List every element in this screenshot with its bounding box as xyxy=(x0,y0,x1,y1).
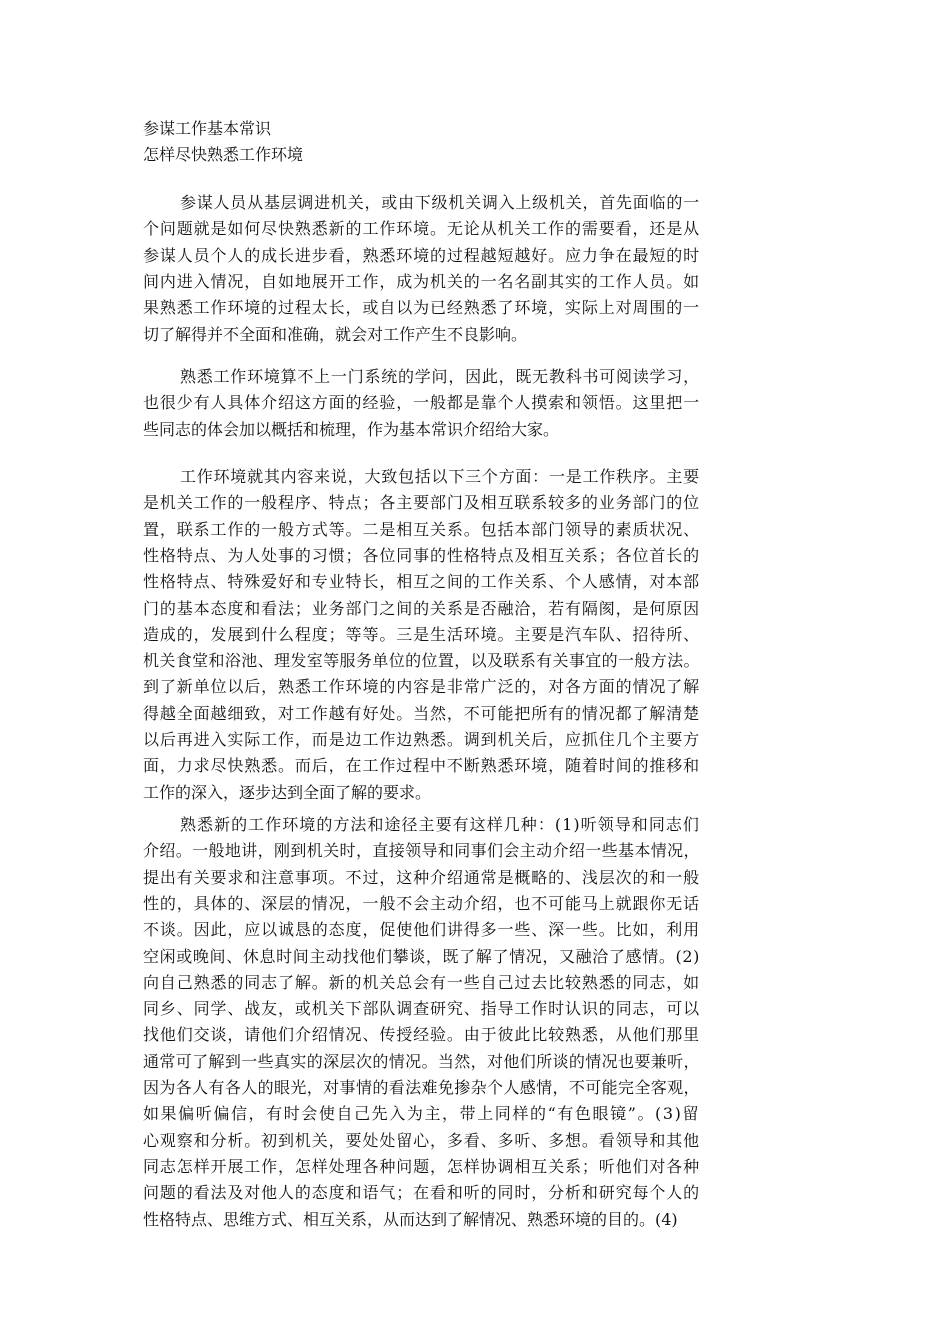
paragraph-line: 是机关工作的一般程序、特点；各主要部门及相互联系较多的业务部门的位 xyxy=(143,493,701,513)
paragraph-line: 果熟悉工作环境的过程太长，或自以为已经熟悉了环境，实际上对周围的一 xyxy=(143,298,701,318)
paragraph-line: 同志怎样开展工作，怎样处理各种问题，怎样协调相互关系；听他们对各种 xyxy=(143,1156,701,1176)
paragraph-line: 向自己熟悉的同志了解。新的机关总会有一些自己过去比较熟悉的同志，如 xyxy=(143,972,701,992)
paragraph-line: 也很少有人具体介绍这方面的经验，一般都是靠个人摸索和领悟。这里把一 xyxy=(143,393,701,413)
paragraph-line: 到了新单位以后，熟悉工作环境的内容是非常广泛的，对各方面的情况了解 xyxy=(143,677,701,697)
paragraph-line: 以后再进入实际工作，而是边工作边熟悉。调到机关后，应抓住几个主要方 xyxy=(143,730,701,749)
paragraph-line: 工作环境就其内容来说，大致包括以下三个方面：一是工作秩序。主要 xyxy=(180,467,700,486)
paragraph-line: 置，联系工作的一般方式等。二是相互关系。包括本部门领导的素质状况、 xyxy=(143,519,701,539)
paragraph-line: 问题的看法及对他人的态度和语气；在看和听的同时，分析和研究每个人的 xyxy=(143,1183,701,1203)
paragraph-line: 得越全面越细致，对工作越有好处。当然，不可能把所有的情况都了解清楚 xyxy=(143,703,701,723)
paragraph-line: 间内进入情况，自如地展开工作，成为机关的一名名副其实的工作人员。如 xyxy=(143,271,701,291)
paragraph-line: 因为各人有各人的眼光，对事情的看法难免掺杂个人感情，不可能完全客观， xyxy=(143,1078,700,1097)
paragraph-line: 性格特点、为人处事的习惯；各位同事的性格特点及相互关系；各位首长的 xyxy=(143,545,701,565)
paragraph-line: 提出有关要求和注意事项。不过，这种介绍通常是概略的、浅层次的和一般 xyxy=(143,867,701,887)
paragraph-line: 个问题就是如何尽快熟悉新的工作环境。无论从机关工作的需要看，还是从 xyxy=(143,219,701,239)
paragraph-line: 心观察和分析。初到机关，要处处留心，多看、多听、多想。看领导和其他 xyxy=(143,1130,701,1150)
paragraph-line: 不谈。因此，应以诚恳的态度，促使他们讲得多一些、深一些。比如，利用 xyxy=(143,920,701,940)
paragraph-line: 工作的深入，逐步达到全面了解的要求。 xyxy=(143,782,432,802)
paragraph-line: 空闲或晚间、休息时间主动找他们攀谈，既了解了情况，又融洽了感情。(2) xyxy=(143,946,701,966)
paragraph-line: 如果偏听偏信，有时会使自己先入为主，带上同样的“有色眼镜”。(3)留 xyxy=(143,1104,701,1124)
paragraph-line: 性格特点、特殊爱好和专业特长，相互之间的工作关系、个人感情，对本部 xyxy=(143,572,701,592)
paragraph-line: 门的基本态度和看法；业务部门之间的关系是否融洽，若有隔阂，是何原因 xyxy=(143,598,701,618)
paragraph-line: 面，力求尽快熟悉。而后，在工作过程中不断熟悉环境，随着时间的推移和 xyxy=(143,756,701,776)
paragraph-line: 机关食堂和浴池、理发室等服务单位的位置，以及联系有关事宜的一般方法。 xyxy=(143,651,700,671)
paragraph-line: 些同志的体会加以概括和梳理，作为基本常识介绍给大家。 xyxy=(143,419,560,439)
paragraph-line: 切了解得并不全面和准确，就会对工作产生不良影响。 xyxy=(143,324,528,344)
paragraph-line: 造成的，发展到什么程度；等等。三是生活环境。主要是汽车队、招待所、 xyxy=(143,624,701,644)
paragraph-line: 介绍。一般地讲，刚到机关时，直接领导和同事们会主动介绍一些基本情况， xyxy=(143,841,700,861)
paragraph-line: 熟悉工作环境算不上一门系统的学问，因此，既无教科书可阅读学习， xyxy=(180,367,700,386)
paragraph-line: 参谋人员个人的成长进步看，熟悉环境的过程越短越好。应力争在最短的时 xyxy=(143,245,701,265)
doc-subtitle: 怎样尽快熟悉工作环境 xyxy=(143,145,304,164)
paragraph-line: 同乡、同学、战友，或机关下部队调查研究、指导工作时认识的同志，可以 xyxy=(143,999,701,1019)
paragraph-line: 性格特点、思维方式、相互关系，从而达到了解情况、熟悉环境的目的。(4) xyxy=(143,1209,678,1229)
paragraph-line: 找他们交谈，请他们介绍情况、传授经验。由于彼此比较熟悉，从他们那里 xyxy=(143,1025,701,1045)
paragraph-line: 性的，具体的、深层的情况，一般不会主动介绍，也不可能马上就跟你无话 xyxy=(143,893,701,913)
doc-title: 参谋工作基本常识 xyxy=(143,119,272,138)
paragraph-line: 熟悉新的工作环境的方法和途径主要有这样几种：(1)听领导和同志们 xyxy=(180,815,700,834)
paragraph-line: 通常可了解到一些真实的深层次的情况。当然，对他们所谈的情况也要兼听， xyxy=(143,1051,700,1071)
paragraph-line: 参谋人员从基层调进机关，或由下级机关调入上级机关，首先面临的一 xyxy=(180,193,700,212)
